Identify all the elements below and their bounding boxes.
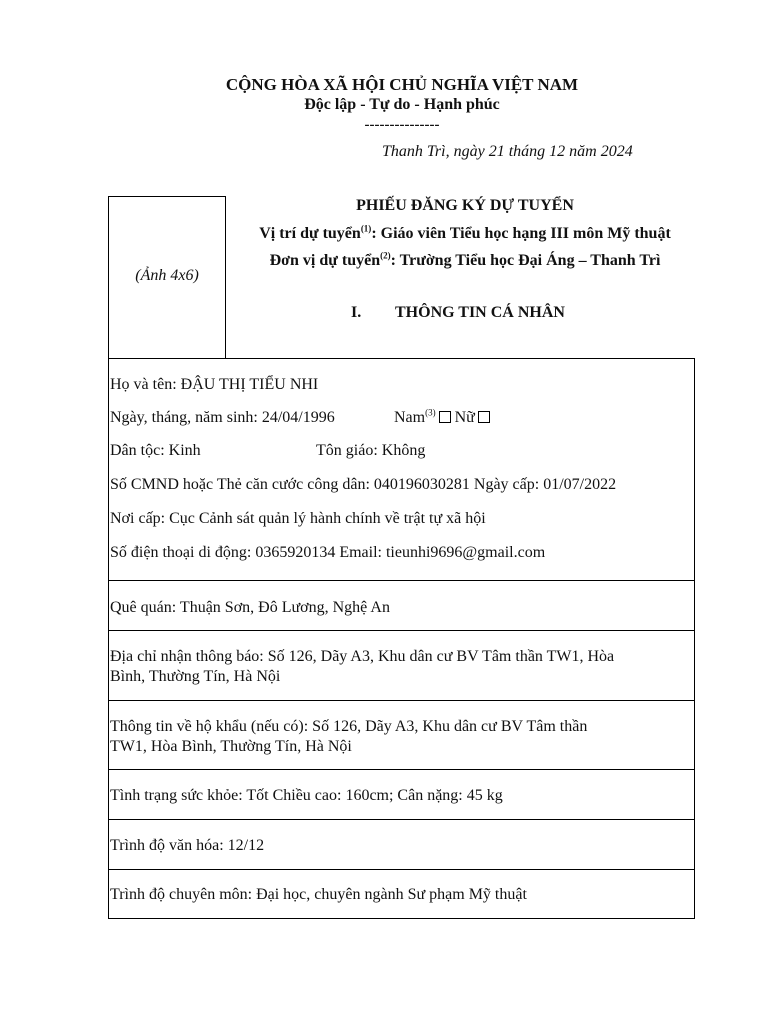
position-value: : Giáo viên Tiểu học hạng III môn Mỹ thuật (371, 225, 671, 242)
address-line-1: Địa chỉ nhận thông báo: Số 126, Dãy A3, Khu dân cư BV Tâm thần TW1, Hòa (110, 648, 615, 665)
identity-row (109, 359, 694, 580)
position-footnote: (1) (360, 223, 372, 234)
health-status: Tình trạng sức khỏe: Tốt Chiều cao: 160cm; Cân nặng: 45 kg (110, 787, 503, 804)
hometown-row (109, 580, 694, 630)
unit-line (226, 252, 704, 270)
ethnicity-religion-line (110, 441, 694, 475)
unit-footnote: (2) (380, 250, 391, 261)
full-name: Họ và tên: ĐẬU THỊ TIỂU NHI (110, 376, 319, 393)
id-card-line: Số CMND hoặc Thẻ căn cước công dân: 040196030281 Ngày cấp: 01/07/2022 (110, 476, 617, 493)
female-label: Nữ (454, 409, 475, 426)
birth-gender-line (110, 408, 694, 441)
male-label: Nam (394, 409, 426, 426)
section-title: THÔNG TIN CÁ NHÂN (395, 304, 565, 321)
phone-email-line: Số điện thoại di động: 0365920134 Email: tieunhi9696@gmail.com (110, 544, 546, 561)
specialty-row (109, 869, 694, 918)
address-row (109, 630, 694, 700)
date-of-birth: Ngày, tháng, năm sinh: 24/04/1996 (110, 409, 335, 426)
male-checkbox[interactable] (439, 411, 451, 423)
unit-value: : Trường Tiểu học Đại Áng – Thanh Trì (390, 252, 661, 269)
personal-info-table (108, 358, 695, 919)
ethnicity: Dân tộc: Kinh (110, 442, 201, 459)
education-row (109, 819, 694, 869)
religion: Tôn giáo: Không (316, 442, 426, 459)
position-line (226, 225, 704, 243)
professional-qualification: Trình độ chuyên môn: Đại học, chuyên ngành Sư phạm Mỹ thuật (110, 886, 527, 903)
national-title: CỘNG HÒA XÃ HỘI CHỦ NGHĨA VIỆT NAM (225, 75, 579, 94)
section-number: I. (351, 304, 362, 321)
place-date-line: Thanh Trì, ngày 21 tháng 12 năm 2024 (382, 143, 633, 160)
national-motto: Độc lập - Tự do - Hạnh phúc (304, 96, 500, 113)
position-label: Vị trí dự tuyển (259, 225, 361, 242)
photo-label: (Ảnh 4x6) (135, 267, 199, 284)
gender-footnote: (3) (425, 407, 436, 418)
address-line-2: Bình, Thường Tín, Hà Nội (110, 668, 281, 685)
household-row (109, 700, 694, 769)
female-checkbox[interactable] (478, 411, 490, 423)
photo-placeholder-box (108, 196, 226, 359)
unit-label: Đơn vị dự tuyển (269, 252, 381, 269)
separator-line: --------------- (364, 117, 440, 133)
issued-by-line: Nơi cấp: Cục Cảnh sát quản lý hành chính về trật tự xã hội (110, 510, 486, 527)
household-line-2: TW1, Hòa Bình, Thường Tín, Hà Nội (110, 738, 352, 755)
form-title: PHIẾU ĐĂNG KÝ DỰ TUYỂN (356, 197, 574, 214)
household-line-1: Thông tin về hộ khẩu (nếu có): Số 126, Dãy A3, Khu dân cư BV Tâm thần (110, 718, 588, 735)
hometown: Quê quán: Thuận Sơn, Đô Lương, Nghệ An (110, 599, 390, 616)
health-row (109, 769, 694, 819)
general-education: Trình độ văn hóa: 12/12 (110, 837, 265, 854)
section-heading (351, 304, 565, 322)
